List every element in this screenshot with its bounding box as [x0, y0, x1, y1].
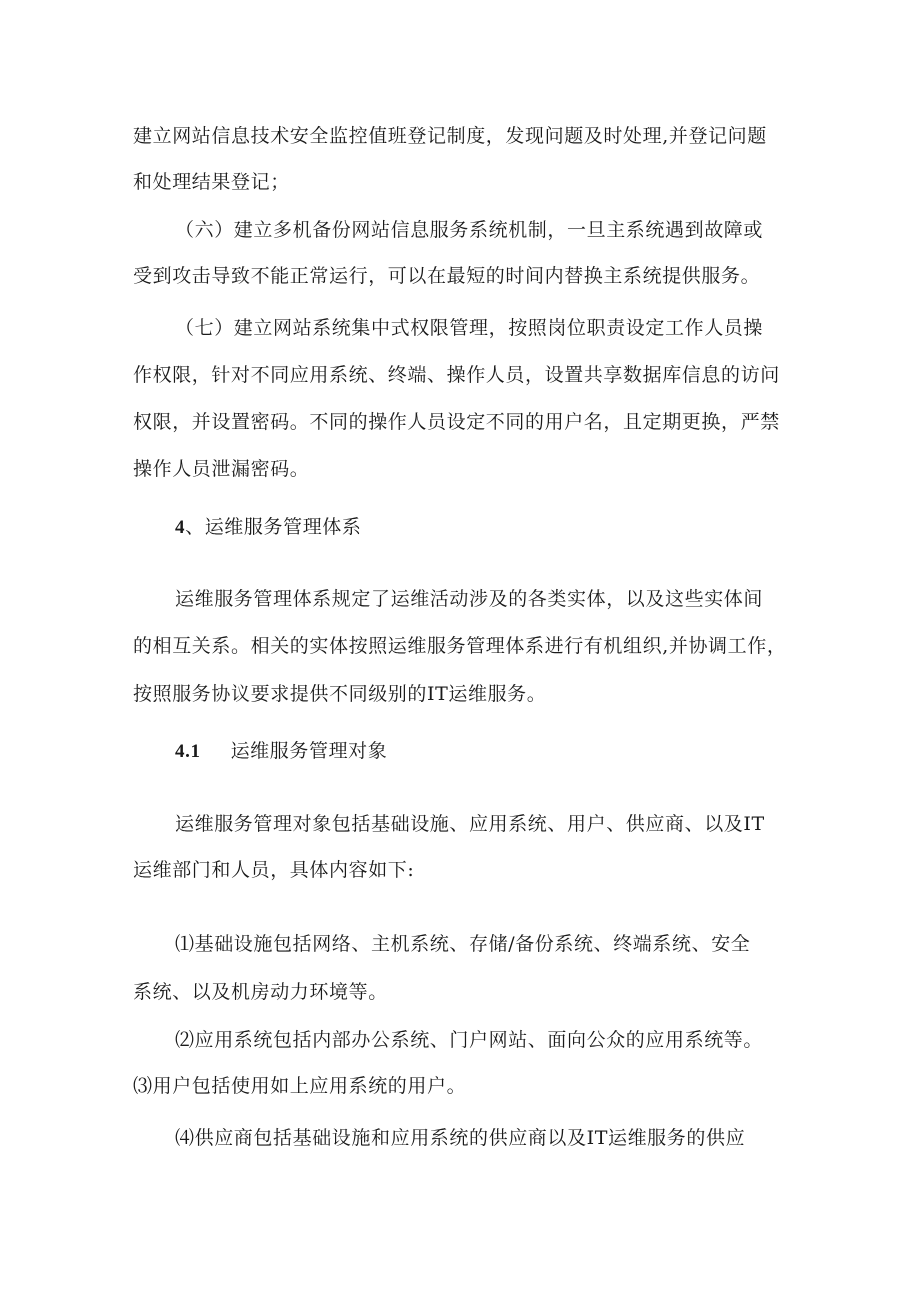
paragraph-line: （六）建立多机备份网站信息服务系统机制，一旦主系统遇到故障或 [175, 219, 764, 241]
section-number: 4 [175, 517, 186, 538]
paragraph-line: （七）建立网站系统集中式权限管理，按照岗位职责设定工作人员操 [175, 317, 764, 339]
list-item: ⑴基础设施包括网络、主机系统、存储/备份系统、终端系统、安全 [175, 933, 751, 955]
section-heading-4-1 [175, 739, 387, 764]
paragraph-line: 作权限，针对不同应用系统、终端、操作人员，设置共享数据库信息的访问 [133, 364, 780, 386]
paragraph-line: 运维部门和人员，具体内容如下: [133, 859, 415, 881]
section-title: 、运维服务管理体系 [185, 516, 362, 538]
paragraph-line: 和处理结果登记； [133, 171, 290, 193]
paragraph-line: 运维服务管理体系规定了运维活动涉及的各类实体，以及这些实体间 [175, 588, 764, 610]
paragraph-line: 受到攻击导致不能正常运行，可以在最短的时间内替换主系统提供服务。 [133, 265, 761, 287]
paragraph-line: 按照服务协议要求提供不同级别的IT运维服务。 [133, 683, 547, 705]
paragraph-line: 建立网站信息技术安全监控值班登记制度，发现问题及时处理,并登记问题 [133, 125, 767, 147]
paragraph-line: 权限，并设置密码。不同的操作人员设定不同的用户名，且定期更换，严禁 [133, 411, 780, 433]
section-title: 运维服务管理对象 [230, 740, 388, 762]
paragraph-line: 的相互关系。相关的实体按照运维服务管理体系进行有机组织,并协调工作， [133, 635, 787, 657]
list-item: ⑶用户包括使用如上应用系统的用户。 [133, 1075, 467, 1097]
paragraph-line: 运维服务管理对象包括基础设施、应用系统、用户、供应商、以及IT [175, 813, 765, 835]
paragraph-line: 操作人员泄漏密码。 [133, 458, 310, 480]
paragraph-line: 系统、以及机房动力环境等。 [133, 981, 388, 1003]
section-number: 4.1 [175, 741, 201, 762]
section-heading-4 [175, 515, 362, 540]
list-item: ⑷供应商包括基础设施和应用系统的供应商以及IT运维服务的供应 [175, 1127, 746, 1149]
list-item: ⑵应用系统包括内部办公系统、门户网站、面向公众的应用系统等。 [175, 1029, 764, 1051]
